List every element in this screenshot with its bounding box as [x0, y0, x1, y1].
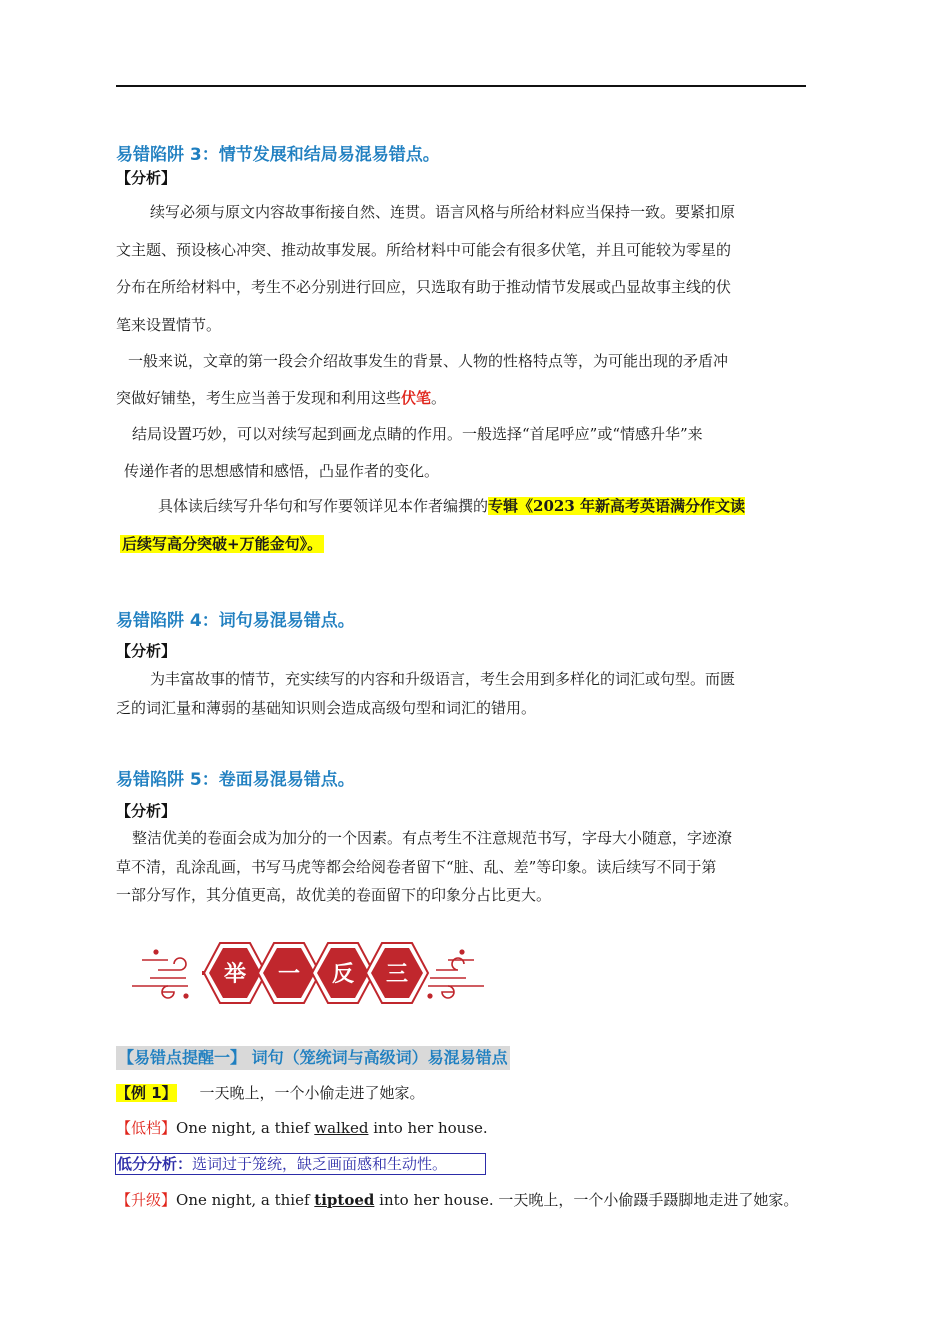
s4-p1-line-2: 乏的词汇量和薄弱的基础知识则会造成高级句型和词汇的错用。 — [116, 699, 537, 717]
upgrade-label: 【升级】 — [116, 1191, 177, 1209]
low-level-label: 【低档】 — [116, 1119, 177, 1137]
s3-p2-line-2: 突做好铺垫，考生应当善于发现和利用这些伏笔。 — [116, 389, 447, 407]
s5-p1-line-2: 草不清，乱涂乱画，书写马虎等都会给阅卷者留下“脏、乱、差”等印象。读后续写不同于第 — [116, 858, 717, 876]
banner-char-2: 一 — [277, 962, 301, 987]
s3-p1-line-3: 分布在所给材料中，考生不必分别进行回应，只选取有助于推动情节发展或凸显故事主线的伏 — [116, 278, 732, 296]
upgrade-line: 【升级】One night, a thief tiptoed into her house. 一天晚上，一个小偷蹑手蹑脚地走进了她家。 — [116, 1191, 799, 1209]
s4-p1-line-1: 为丰富故事的情节，充实续写的内容和升级语言，考生会用到多样化的词汇或句型。而匮 — [150, 670, 736, 688]
section-5-title: 易错陷阱 5：卷面易混易错点。 — [116, 770, 355, 790]
s3-p3-line-1: 结局设置巧妙，可以对续写起到画龙点睛的作用。一般选择“首尾呼应”或“情感升华”来 — [132, 425, 703, 443]
low-level-line: 【低档】One night, a thief walked into her house. — [116, 1119, 488, 1137]
s3-p1-line-2: 文主题、预设核心冲突、推动故事发展。所给材料中可能会有很多伏笔，并且可能较为零星的 — [116, 241, 732, 259]
s3-p3-line-2: 传递作者的思想感情和感悟，凸显作者的变化。 — [124, 462, 440, 480]
analysis-text: 选词过于笼统，缺乏画面感和生动性。 — [192, 1155, 448, 1173]
section-banner — [128, 940, 488, 1006]
example-1-line — [116, 1083, 424, 1103]
analysis-label: 低分分析： — [117, 1155, 193, 1173]
banner-char-4: 三 — [385, 962, 409, 987]
section-5-analysis-tag: 【分析】 — [116, 802, 177, 820]
example-text: 一天晚上，一个小偷走进了她家。 — [199, 1084, 425, 1102]
section-3-analysis-tag: 【分析】 — [116, 169, 177, 187]
example-label: 【例 1】 — [116, 1084, 177, 1102]
s3-p1-line-1: 续写必须与原文内容故事衔接自然、连贯。语言风格与所给材料应当保持一致。要紧扣原 — [150, 203, 736, 221]
s3-p4-line-1: 具体读后续写升华句和写作要领详见本作者编撰的专辑《2023 年新高考英语满分作文读 — [158, 497, 745, 515]
s3-p2-line-1: 一般来说，文章的第一段会介绍故事发生的背景、人物的性格特点等，为可能出现的矛盾冲 — [128, 352, 729, 370]
section-4-title: 易错陷阱 4：词句易混易错点。 — [116, 611, 355, 631]
s5-p1-line-3: 一部分写作，其分值更高，故优美的卷面留下的印象分占比更大。 — [116, 886, 552, 904]
s5-p1-line-1: 整洁优美的卷面会成为加分的一个因素。有点考生不注意规范书写，字母大小随意，字迹潦 — [132, 829, 733, 847]
reminder-title: 【易错点提醒一】 词句（笼统词与高级词）易混易错点 — [116, 1046, 510, 1070]
low-level-word: walked — [314, 1119, 369, 1137]
low-score-analysis-box — [115, 1153, 486, 1175]
banner-char-3: 反 — [331, 962, 355, 987]
s3-p4-line-2 — [120, 534, 324, 554]
album-reference-highlight: 专辑《2023 年新高考英语满分作文读 — [488, 497, 745, 515]
upgrade-word: tiptoed — [314, 1191, 375, 1209]
foreshadowing-highlight: 伏笔 — [401, 389, 432, 407]
header-rule — [116, 85, 806, 87]
s3-p1-line-4: 笔来设置情节。 — [116, 316, 222, 334]
section-4-analysis-tag: 【分析】 — [116, 642, 177, 660]
section-3-title: 易错陷阱 3：情节发展和结局易混易错点。 — [116, 145, 440, 165]
banner-char-1: 举 — [223, 962, 247, 987]
album-reference-highlight-2: 后续写高分突破+万能金句》。 — [122, 535, 323, 553]
